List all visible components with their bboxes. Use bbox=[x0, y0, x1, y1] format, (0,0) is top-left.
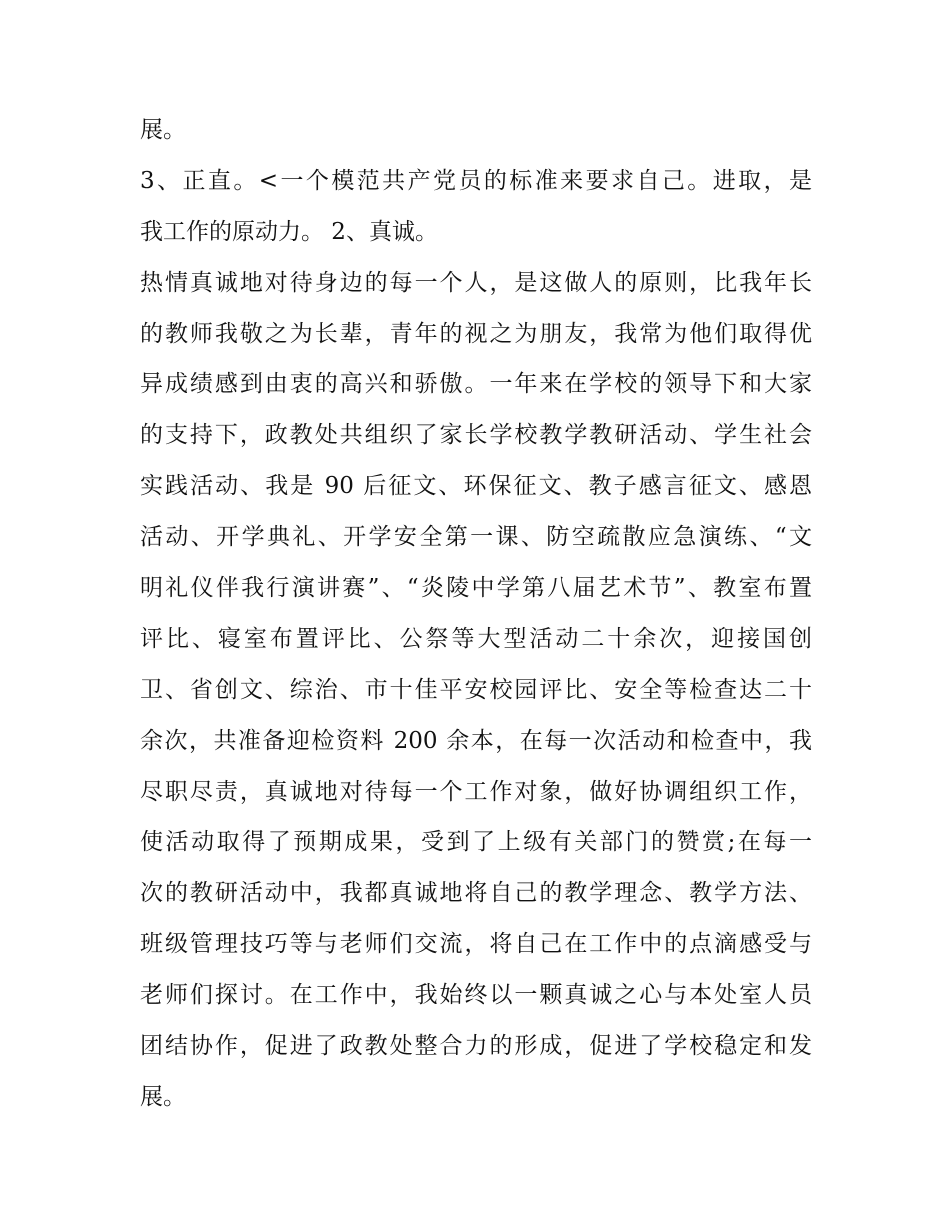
text-line: 班级管理技巧等与老师们交流，将自己在工作中的点滴感受与 bbox=[140, 931, 812, 958]
text-line: 异成绩感到由衷的高兴和骄傲。一年来在学校的领导下和大家 bbox=[140, 371, 812, 398]
text-line: 活动、开学典礼、开学安全第一课、防空疏散应急演练、“文 bbox=[140, 524, 812, 551]
text-line: 卫、省创文、综治、市十佳平安校园评比、安全等检查达二十 bbox=[140, 676, 812, 703]
text-line: 次的教研活动中，我都真诚地将自己的教学理念、教学方法、 bbox=[140, 880, 812, 907]
text-line: 的教师我敬之为长辈，青年的视之为朋友，我常为他们取得优 bbox=[140, 320, 812, 347]
document-body bbox=[140, 105, 812, 1123]
text-line: 的支持下，政教处共组织了家长学校教学教研活动、学生社会 bbox=[140, 422, 812, 449]
text-line: 实践活动、我是 90 后征文、环保征文、教子感言征文、感恩 bbox=[140, 473, 812, 500]
text-line: 团结协作，促进了政教处整合力的形成，促进了学校稳定和发 bbox=[140, 1033, 812, 1060]
text-line: 明礼仪伴我行演讲赛”、“炎陵中学第八届艺术节”、教室布置 bbox=[140, 575, 812, 602]
text-line: 展。 bbox=[140, 1083, 186, 1110]
text-line: 展。 bbox=[140, 117, 186, 143]
text-line: 老师们探讨。在工作中，我始终以一颗真诚之心与本处室人员 bbox=[140, 982, 812, 1009]
text-line: 评比、寝室布置评比、公祭等大型活动二十余次，迎接国创 bbox=[140, 625, 812, 652]
text-line: 尽职尽责，真诚地对待每一个工作对象，做好协调组织工作， bbox=[140, 778, 812, 805]
text-line: 热情真诚地对待身边的每一个人，是这做人的原则，比我年长 bbox=[140, 269, 812, 296]
text-line: 我工作的原动力。 2、真诚。 bbox=[140, 218, 438, 245]
text-line: 使活动取得了预期成果，受到了上级有关部门的赞赏;在每一 bbox=[140, 829, 812, 856]
text-line: 3、正直。<一个模范共产党员的标准来要求自己。进取，是 bbox=[140, 167, 812, 194]
text-line: 余次，共准备迎检资料 200 余本，在每一次活动和检查中，我 bbox=[140, 727, 812, 754]
